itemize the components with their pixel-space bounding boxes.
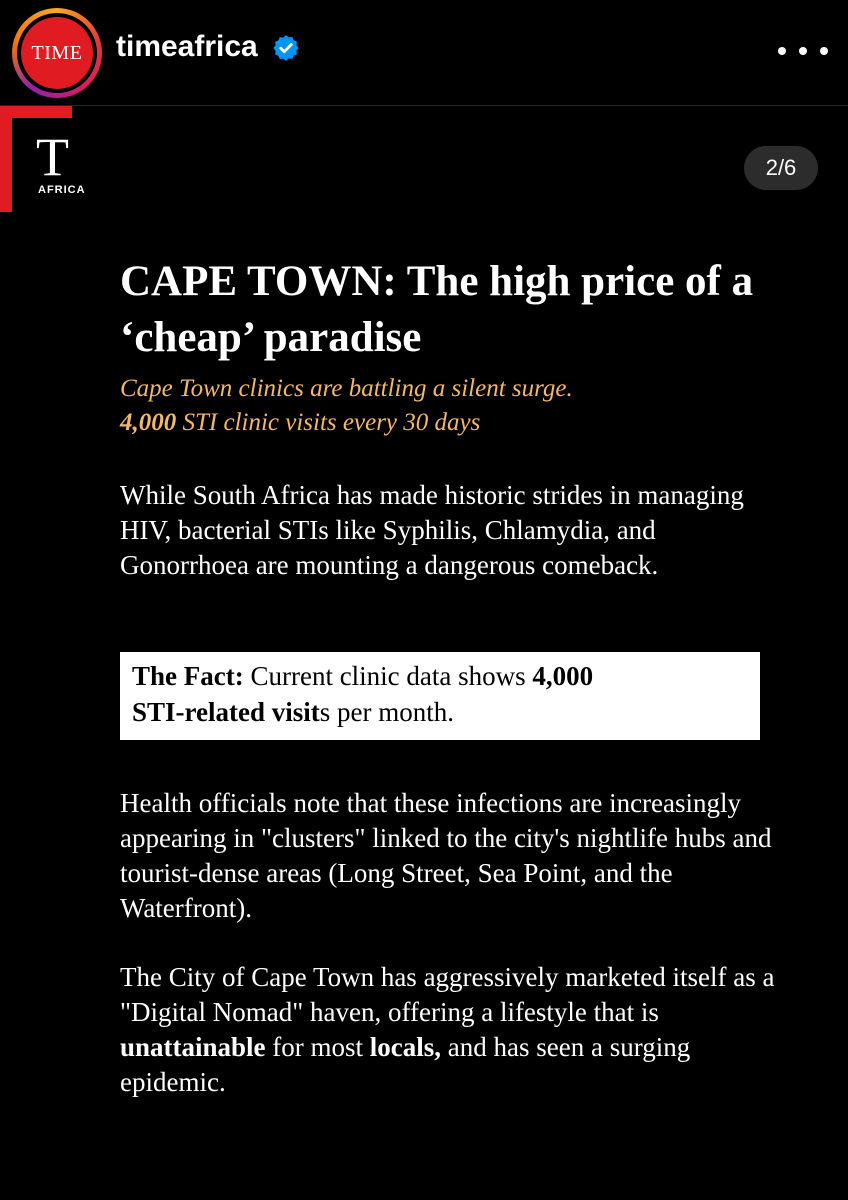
username-link[interactable]: timeafrica [116, 30, 258, 63]
paragraph-3-bold-1: unattainable [120, 1032, 266, 1062]
avatar-text: TIME [31, 41, 83, 64]
fact-callout-box [120, 652, 760, 740]
subhead-line-2: STI clinic visits every 30 days [176, 409, 481, 436]
fact-text-before: Current clinic data shows [243, 661, 533, 691]
time-africa-logo-label: AFRICA [38, 184, 86, 196]
fact-text-after: s per month. [319, 697, 454, 727]
more-options-button[interactable] [778, 36, 828, 66]
avatar[interactable] [12, 8, 102, 98]
more-horizontal-icon [778, 47, 786, 55]
fact-bold-number: 4,000 [532, 661, 594, 691]
red-corner-accent-vertical [0, 106, 12, 212]
paragraph-3-part-3: and has seen a surging epidemic. [120, 1032, 691, 1097]
verified-badge-icon [272, 34, 300, 62]
time-africa-logo-mark: T [36, 127, 69, 187]
fact-label: The Fact: [132, 661, 244, 691]
paragraph-1: While South Africa has made historic strides in managing HIV, bacterial STIs like Syphilis, Chlamydia, and Gonorrhoea are mounting a dangerous comeback. [120, 480, 744, 580]
avatar-frame [17, 13, 97, 93]
paragraph-3 [120, 960, 780, 1100]
paragraph-2: Health officials note that these infections are increasingly appearing in "clusters" linked to the city's nightlife hubs and tourist-dense areas (Long Street, Sea Point, and the Waterfront). [120, 788, 772, 923]
paragraph-3-bold-2: locals, [369, 1032, 442, 1062]
post-image[interactable] [0, 106, 848, 1200]
subhead-bold-number: 4,000 [120, 409, 177, 436]
article-subhead [120, 372, 760, 440]
fact-bold-rest: STI-related visit [132, 697, 320, 727]
time-logo-icon [21, 17, 93, 89]
article-headline: CAPE TOWN: The high price of a ‘cheap’ paradise [120, 258, 754, 361]
post-header [0, 0, 848, 106]
carousel-counter-badge: 2/6 [744, 146, 818, 190]
subhead-line-1: Cape Town clinics are battling a silent surge. [120, 375, 573, 402]
paragraph-3-part-2: for most [265, 1032, 370, 1062]
paragraph-3-part-1: The City of Cape Town has aggressively marketed itself as a "Digital Nomad" haven, offering a lifestyle that is [120, 962, 775, 1027]
red-corner-accent-horizontal [0, 106, 72, 118]
